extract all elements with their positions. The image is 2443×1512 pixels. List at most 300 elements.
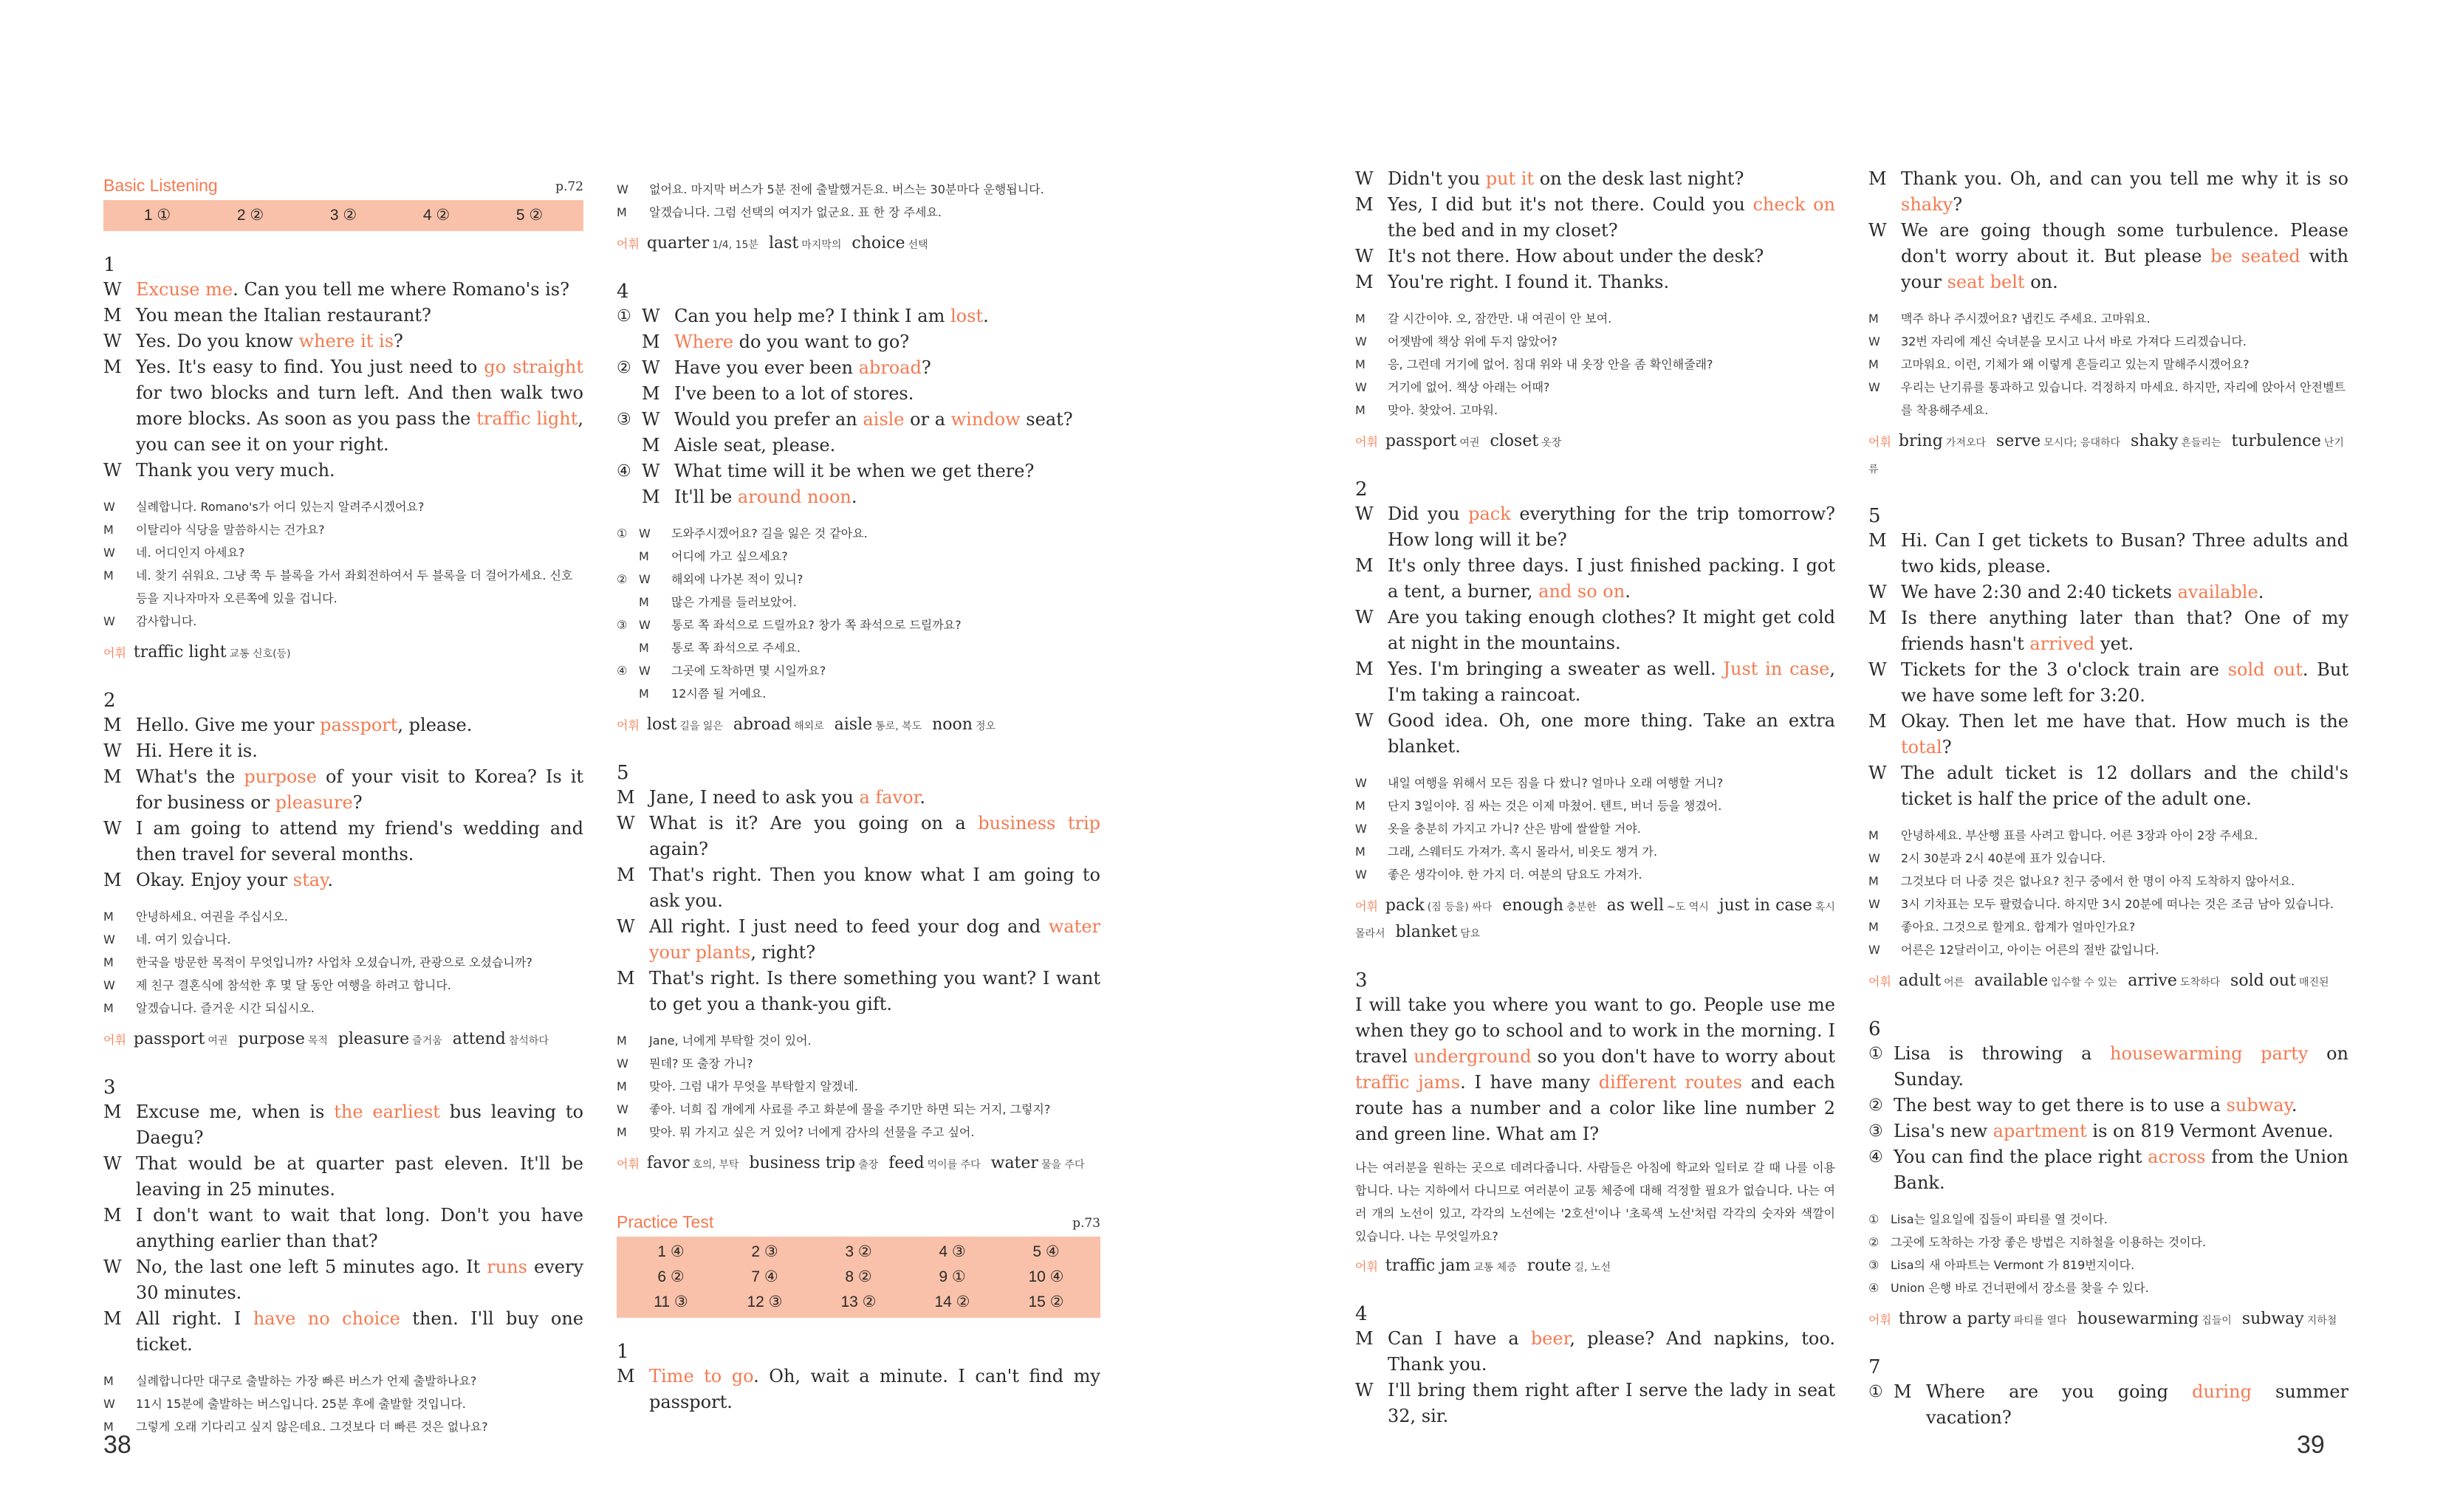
vocab-meaning: 통로, 복도 [875,721,922,732]
basic-answer-key [103,200,583,231]
text-segment: That's right. Then you know what I am going to ask you. [649,865,1100,911]
speaker-label: M [103,766,122,787]
highlighted-phrase: put it [1485,168,1535,189]
dialogue-line [617,407,1100,433]
text-segment: All right. I just need to feed your dog and [649,916,1049,937]
speaker-label: W [1355,776,1367,790]
dialogue-text [1388,553,1835,605]
highlighted-phrase: Just in case [1723,659,1830,679]
speaker-label: M [642,383,660,404]
speaker-label: M [103,357,122,377]
text-segment: of your visit to Korea? Is it for business or [136,766,583,813]
vocabulary-label: 어휘 [1355,435,1378,449]
speaker-label: M [1894,1381,1912,1402]
option-marker: ① [1868,1045,1883,1063]
practice-answer-key [617,1237,1100,1318]
text-segment: . [851,487,857,507]
option-marker: ① [617,307,631,326]
dialogue-text [1388,501,1835,553]
page-reference: p.73 [1072,1216,1100,1231]
vocabulary-list [1868,969,2348,995]
dialogue-line [1355,192,1835,244]
translation-text: 맞아. 찾았어. 고마워. [1388,403,1498,417]
speaker-label: W [617,813,635,834]
speaker-label: W [103,614,115,628]
translation-line [1868,915,2348,938]
speaker-label: W [1355,246,1374,267]
translation-text: 좋은 생각이야. 한 가지 더. 여분의 담요도 가져가. [1388,867,1642,882]
translation-line [1868,353,2348,376]
option-marker: ② [617,359,631,377]
highlighted-phrase: sold out [2227,659,2303,680]
vocab-word: adult [1898,972,1942,990]
translation-line [617,1121,1100,1144]
translation-text: 통로 쪽 좌석으로 주세요. [671,641,801,655]
translation-line [103,610,583,633]
text-segment: Hi. Can I get tickets to Busan? Three adults and two kids, please. [1901,530,2348,577]
translation-line [103,951,583,974]
text-segment: Yes, I did but it's not there. Could you [1388,194,1753,215]
text-segment: . [327,870,334,890]
section-title: Basic Listening [103,176,218,195]
speaker-label: M [617,1125,627,1139]
question-number: 1 [617,1341,629,1363]
text-segment: Yes. I'm bringing a sweater as well. [1388,659,1724,679]
speaker-label: M [103,1374,114,1388]
translation-text: 알겠습니다. 그럼 선택의 여지가 없군요. 표 한 장 주세요. [649,205,942,219]
vocabulary-label: 어휘 [1868,975,1891,989]
highlighted-phrase: available [2177,582,2258,602]
speaker-label: W [1868,943,1880,957]
translation-line [1868,824,2348,847]
speaker-label: W [103,932,115,946]
dialogue-line [1868,709,2348,760]
dialogue-text [1388,269,1835,295]
speaker-label: W [642,357,660,378]
highlighted-phrase: subway [2226,1095,2292,1116]
vocabulary-label: 어휘 [617,718,640,732]
speaker-label: M [103,955,114,969]
translation-line [1355,330,1835,353]
translation-text: 그곳에 도착하는 가장 좋은 방법은 지하철을 이용하는 것이다. [1891,1235,2207,1249]
dialogue-line [1868,605,2348,657]
text-segment: Would you prefer an [674,409,863,430]
dialogue-line [1355,1378,1835,1429]
text-segment: We are going though some turbulence. Please don't worry about it. But please [1901,220,2348,267]
vocab-word: closet [1490,432,1539,450]
vocab-word: favor [646,1154,690,1172]
speaker-label: W [642,461,660,481]
translation-line [103,905,583,928]
dialogue-line [1868,528,2348,580]
speaker-label: W [617,1056,628,1071]
text-segment: . [919,787,926,808]
vocab-meaning: 출장 [858,1159,879,1171]
translation-text: Lisa는 일요일에 집들이 파티를 열 것이다. [1891,1212,2108,1226]
translation-text: 알겠습니다. 즐거운 시간 되십시오. [136,1001,315,1015]
text-segment: on the desk last night? [1534,168,1744,189]
question-number: 6 [1868,1018,1881,1040]
translation-text: 그곳에 도착하면 몇 시일까요? [671,664,826,678]
vocab-word: passport [1385,432,1457,450]
dialogue-text [1388,166,1835,192]
translation-text: 11시 15분에 출발하는 버스입니다. 25분 후에 출발할 것입니다. [136,1397,466,1411]
translation-text: 맞아. 뭐 가지고 싶은 거 있어? 너에게 감사의 선물을 주고 싶어. [649,1125,975,1139]
vocab-meaning: 지하철 [2306,1315,2337,1327]
dialogue-line [1868,760,2348,812]
text-segment: yet. [2094,633,2134,654]
translation-line [103,997,583,1020]
translation-line [617,614,1100,636]
speaker-label: W [639,618,651,632]
translation-line [617,682,1100,705]
option-marker: ① [617,526,628,540]
text-segment: What's the [136,766,244,787]
page-number-right: 39 [2297,1431,2325,1459]
vocab-meaning: 담요 [1460,928,1481,940]
speaker-label: M [1355,403,1366,417]
text-segment: Excuse me, when is [136,1102,335,1122]
speaker-label: M [639,549,649,563]
dialogue-text [1388,192,1835,244]
text-segment: You can find the place right [1894,1147,2148,1167]
text-segment: Didn't you [1388,168,1486,189]
vocabulary-label: 어휘 [1868,1313,1891,1327]
vocab-meaning: 가져오다 [1945,437,1986,449]
dialogue-text [1901,657,2348,709]
korean-translation [617,522,1100,705]
vocabulary-list [103,640,583,667]
translation-text: 우리는 난기류를 통과하고 있습니다. 걱정하지 마세요. 하지만, 자리에 앉아서 안전벨트를 착용해주세요. [1901,380,2346,417]
dialogue-text [1926,1379,2348,1431]
speaker-label: M [1868,920,1879,934]
speaker-label: W [1868,763,1887,783]
question-number: 5 [1868,505,1881,527]
text-segment: Lisa's new [1894,1121,1993,1141]
dialogue-text [136,738,583,764]
option-marker [617,636,639,659]
translation-line [103,564,583,610]
text-segment: What time will it be when we get there? [674,461,1035,481]
vocab-word: business trip [749,1154,856,1172]
option-marker: ④ [1868,1148,1883,1166]
dialogue-text [649,785,1100,811]
vocab-word: arrive [2128,972,2177,990]
vocab-meaning: 즐거움 [412,1035,442,1047]
text-segment: Can I have a [1388,1328,1531,1349]
speaker-label: M [1355,659,1374,679]
dialogue-text [1901,605,2348,657]
translation-line [103,541,583,564]
text-segment: , right? [750,942,816,963]
speaker-label: W [1355,504,1374,524]
dialogue-text [1388,708,1835,760]
text-segment: Is there anything later than that? One of my friends hasn't [1901,608,2348,654]
answer-cell: 1 ① [143,207,171,224]
answer-cell: 5 ④ [1032,1243,1060,1260]
dialogue-text [136,712,583,738]
korean-translation [103,1370,583,1438]
dialogue-text [136,816,583,867]
practice-test-header [617,1207,1100,1237]
speaker-label: M [1868,828,1879,842]
speaker-label: W [1355,710,1374,731]
text-segment: All right. I [136,1308,253,1329]
left-page-column-1 [103,166,583,1446]
text-segment: ? [352,792,363,813]
speaker-label: M [1868,312,1879,326]
highlighted-phrase: and so on [1538,581,1625,602]
speaker-label: M [1355,1328,1374,1349]
vocab-meaning: 해외로 [794,721,824,732]
text-segment: , I'm taking a raincoat. [1388,659,1835,705]
text-segment: You mean the Italian restaurant? [136,305,431,326]
vocab-word: choice [852,234,905,252]
dialogue-text [674,407,1100,433]
option-marker [617,591,639,614]
highlighted-phrase: runs [487,1257,527,1277]
dialogue-line [103,1306,583,1358]
translation-line [617,545,1100,568]
dialogue-line [1868,166,2348,218]
highlighted-phrase: a favor [859,787,920,808]
vocab-word: serve [1995,432,2041,450]
translation-line [1868,847,2348,870]
dialogue-line [1355,553,1835,605]
dialogue-line [1868,1041,2348,1093]
dialogue-text [1894,1041,2348,1093]
translation-text: Lisa의 새 아파트는 Vermont 가 819번지이다. [1891,1258,2135,1272]
translation-line [1868,1276,2348,1299]
vocab-meaning: 매진된 [2298,977,2329,989]
dialogue-line [1868,1379,2348,1431]
vocab-word: attend [452,1030,506,1048]
dialogue-line [1355,1326,1835,1378]
translation-line [103,1415,583,1438]
text-segment: so you don't have to worry about [1531,1046,1835,1067]
question-number: 2 [103,690,116,712]
vocab-meaning: 집들이 [2202,1315,2232,1327]
translation-text: 그래, 스웨터도 가져가. 혹시 몰라서, 비옷도 챙겨 가. [1388,845,1658,859]
dialogue-line [103,458,583,484]
speaker-label: M [1355,272,1374,292]
translation-line [103,518,583,541]
speaker-label: W [1868,220,1887,241]
dialogue-text [674,381,1100,407]
vocab-word: shaky [2131,432,2179,450]
translation-text: 네. 여기 있습니다. [136,932,231,946]
speaker-label: M [103,910,114,924]
text-segment: You're right. I found it. Thanks. [1388,272,1670,292]
speaker-label: M [103,1308,122,1329]
translation-text: 없어요. 마지막 버스가 5분 전에 출발했거든요. 버스는 30분마다 운행됩니다. [649,182,1044,196]
speaker-label: M [642,331,660,352]
dialogue-line [1355,656,1835,708]
answer-row [624,1265,1093,1290]
translation-text: 2시 30분과 2시 40분에 표가 있습니다. [1901,851,2106,865]
answer-cell: 7 ④ [751,1268,778,1285]
speaker-label: W [103,331,122,351]
speaker-label: M [617,865,635,885]
dialogue-line [1868,580,2348,605]
text-segment: The best way to get there is to use a [1894,1095,2227,1116]
translation-text: 뭔데? 또 출장 가니? [649,1056,753,1071]
speaker-label: M [1355,357,1366,371]
text-segment: and each route has a number and a color like line number 2 and green line. What am I? [1355,1072,1836,1144]
text-segment: Good idea. Oh, one more thing. Take an extra blanket. [1388,710,1835,757]
text-segment: . [983,306,989,326]
dialogue-line [617,966,1100,1017]
text-segment: everything for the trip tomorrow? How long will it be? [1388,504,1835,550]
translation-text: 갈 시간이야. 오, 잠깐만. 내 여권이 안 보여. [1388,312,1612,326]
text-segment: Where are you going [1926,1381,2193,1402]
highlighted-phrase: business trip [978,813,1100,834]
speaker-label: W [1355,822,1367,836]
speaker-label: M [617,1366,635,1386]
text-segment: ? [394,331,403,351]
korean-translation [1868,307,2348,422]
text-segment: summer vacation? [1926,1381,2348,1428]
highlighted-phrase: around noon [737,487,852,507]
speaker-label: M [103,523,114,537]
translation-text: 어른은 12달러이고, 아이는 어른의 절반 값입니다. [1901,943,2159,957]
vocab-word: turbulence [2231,432,2321,450]
vocab-word: abroad [733,715,792,734]
vocabulary-label: 어휘 [617,237,640,251]
vocab-meaning: 혹시 몰라서 [1355,901,1835,940]
translation-line [1868,1208,2348,1231]
speaker-label: W [103,460,122,481]
text-segment: , please. [397,715,473,735]
speaker-label: W [639,572,651,586]
speaker-label: M [617,1034,627,1048]
speaker-label: W [617,1102,628,1116]
translation-text: 해외에 나가본 적이 있니? [671,572,804,586]
vocab-word: bring [1898,432,1943,450]
highlighted-phrase: apartment [1993,1121,2087,1141]
right-page-column-2 [1868,166,2348,1431]
speaker-label: M [103,305,122,326]
dialogue-line [103,1099,583,1151]
speaker-label: M [617,787,635,808]
vocab-meaning: 길을 잃은 [679,721,723,732]
translation-line [617,1075,1100,1098]
vocabulary-list [617,712,1100,739]
question-number: 3 [1355,969,1368,992]
highlighted-phrase: pack [1468,504,1511,524]
vocab-word: subway [2241,1310,2304,1328]
text-segment: The adult ticket is 12 dollars and the child's ticket is half the price of the adult one. [1901,763,2348,809]
dialogue-text [136,277,583,303]
transcript-flow [617,1340,1100,1415]
dialogue-line [103,1254,583,1306]
vocabulary-label: 어휘 [103,646,126,660]
monologue-paragraph [1355,992,1835,1147]
speaker-label: W [1868,380,1880,394]
translation-line [1868,376,2348,422]
vocab-meaning: 여권 [1459,437,1480,449]
question-number: 3 [103,1076,116,1099]
text-segment: Aisle seat, please. [674,435,836,456]
answer-cell: 5 ② [515,207,544,224]
transcript-flow [617,178,1100,1178]
translation-line [1355,772,1835,794]
answer-cell: 6 ② [657,1268,685,1285]
translation-line [617,568,1100,591]
vocab-word: as well [1606,896,1664,915]
translation-line [617,1098,1100,1121]
dialogue-text [136,1099,583,1151]
highlighted-phrase: Excuse me [136,279,233,300]
translation-text: 그것보다 더 나중 것은 없나요? 친구 중에서 한 명이 아직 도착하지 않아서요. [1901,874,2295,888]
dialogue-text [136,764,583,816]
korean-translation [103,495,583,633]
translation-line [1355,794,1835,817]
speaker-label: M [103,1001,114,1015]
option-marker: ④ [617,462,631,481]
highlighted-phrase: arrived [2029,633,2095,654]
dialogue-text [136,354,583,458]
translation-line [617,591,1100,614]
dialogue-text [1901,166,2348,218]
question-number: 5 [617,762,629,784]
korean-translation [1868,824,2348,961]
text-segment: then. I'll buy one ticket. [136,1308,584,1355]
text-segment: Have you ever been [674,357,859,378]
answer-cell: 4 ② [422,207,450,224]
vocab-meaning: 1/4, 15분 [712,239,758,251]
answer-row [624,1240,1093,1265]
vocab-meaning: 충분한 [1566,901,1597,913]
vocab-word: purpose [238,1030,305,1048]
dialogue-line [103,712,583,738]
speaker-label: W [103,978,115,992]
vocab-word: sold out [2230,972,2296,990]
speaker-label: W [1868,851,1880,865]
section-title: Practice Test [617,1212,714,1231]
speaker-label: M [617,968,635,989]
dialogue-line [1355,708,1835,760]
translation-text: 안녕하세요. 부산행 표를 사려고 합니다. 어른 3장과 아이 2장 주세요. [1901,828,2258,842]
right-page-column-1 [1355,166,1835,1429]
option-marker: ③ [1868,1122,1883,1141]
speaker-label: M [639,687,649,701]
dialogue-text [1901,709,2348,760]
highlighted-phrase: shaky [1901,194,1953,215]
option-marker [617,329,642,355]
answer-cell: 3 ② [329,207,357,224]
dialogue-line [1868,1093,2348,1118]
speaker-label: W [642,409,660,430]
option-marker: ③ [617,618,628,632]
vocab-word: noon [932,715,973,734]
vocabulary-list [1868,1307,2348,1333]
dialogue-text [674,458,1100,484]
option-marker [617,484,642,510]
option-marker: ④ [617,664,628,678]
answer-cell: 2 ② [236,207,264,224]
text-segment: ? [1942,737,1952,757]
text-segment: I am going to attend my friend's wedding and then travel for several months. [136,818,583,865]
answer-row [111,203,576,228]
korean-translation [1868,1208,2348,1299]
dialogue-text [649,862,1100,914]
text-segment: It's not there. How about under the desk? [1388,246,1764,267]
answer-cell: 11 ③ [654,1293,688,1310]
dialogue-line [103,277,583,303]
translation-text: 도와주시겠어요? 길을 잃은 것 같아요. [671,526,868,540]
vocab-word: pack [1385,896,1425,915]
